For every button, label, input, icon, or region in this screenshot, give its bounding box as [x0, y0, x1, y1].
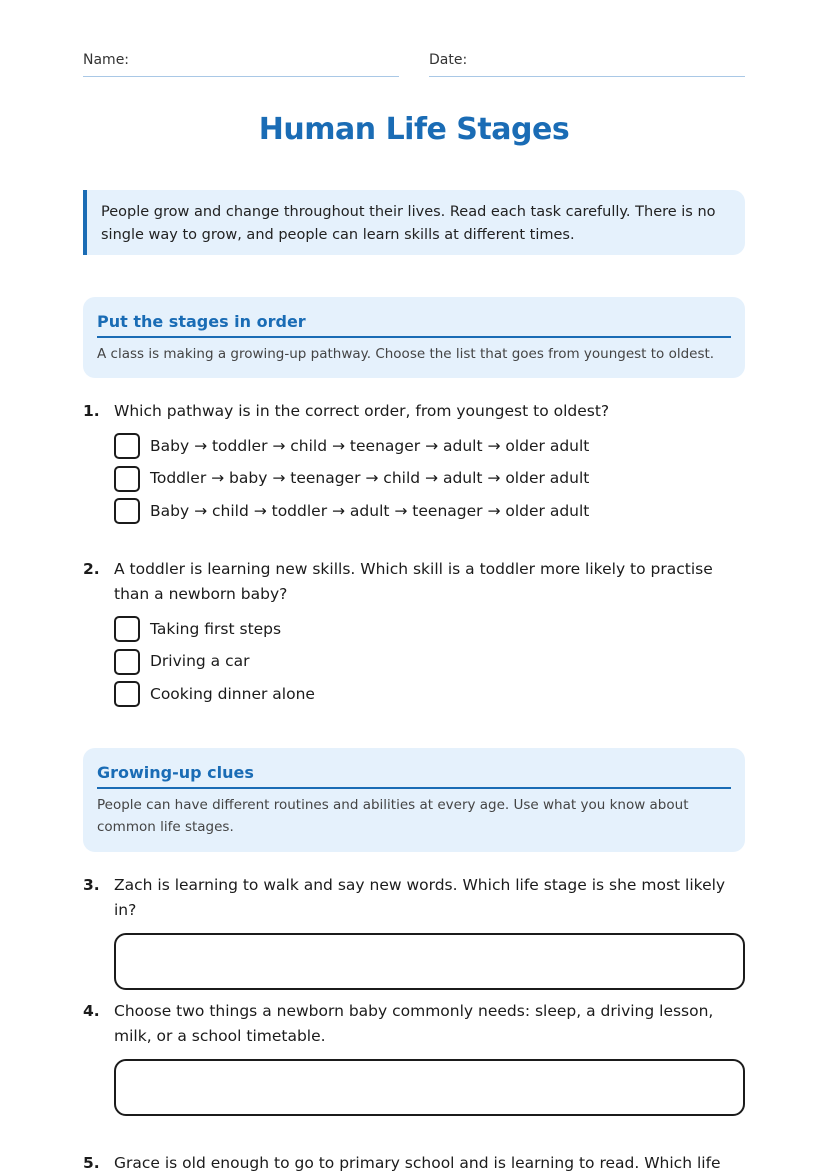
option-label: Driving a car	[150, 652, 250, 671]
option[interactable]	[114, 495, 745, 528]
date-label: Date:	[429, 52, 468, 68]
intro-box: People grow and change throughout their lives. Read each task carefully. There is no single way to grow, and people can learn skills at different times.	[83, 190, 745, 255]
section-heading: Growing-up clues	[97, 763, 731, 789]
option[interactable]	[114, 646, 745, 679]
question-text: A toddler is learning new skills. Which skill is a toddler more likely to practise than a newborn baby?	[114, 560, 713, 603]
option-label: Cooking dinner alone	[150, 684, 315, 703]
question-number: 5.	[83, 1154, 100, 1171]
name-date-row	[83, 52, 745, 78]
options-list	[114, 430, 745, 528]
question-text: Grace is old enough to go to primary school and is learning to read. Which life	[114, 1154, 721, 1171]
question-text: Which pathway is in the correct order, from youngest to oldest?	[114, 402, 610, 420]
option-label: Baby → toddler → child → teenager → adult → older adult	[150, 436, 590, 455]
options-list	[114, 613, 745, 711]
name-label: Name:	[83, 52, 130, 68]
question-number: 1.	[83, 402, 100, 420]
section-text: A class is making a growing-up pathway. Choose the list that goes from youngest to oldest.	[97, 346, 715, 362]
date-field[interactable]	[429, 52, 745, 77]
checkbox[interactable]	[114, 681, 140, 707]
question-1	[83, 399, 745, 528]
answer-box[interactable]	[114, 1059, 745, 1116]
option[interactable]	[114, 613, 745, 646]
option-label: Toddler → baby → teenager → child → adult → older adult	[150, 469, 590, 488]
checkbox[interactable]	[114, 498, 140, 524]
question-4	[83, 999, 745, 1116]
question-text: Choose two things a newborn baby commonly needs: sleep, a driving lesson, milk, or a school timetable.	[114, 1002, 714, 1045]
section-heading: Put the stages in order	[97, 312, 731, 338]
answer-box[interactable]	[114, 933, 745, 990]
question-2	[83, 557, 745, 711]
option[interactable]	[114, 678, 745, 711]
question-text: Zach is learning to walk and say new words. Which life stage is she most likely in?	[114, 876, 726, 919]
option[interactable]	[114, 463, 745, 496]
section-growing-up-clues	[83, 748, 745, 852]
question-3	[83, 873, 745, 990]
section-stages-order	[83, 297, 745, 378]
option-label: Taking first steps	[150, 619, 282, 638]
checkbox[interactable]	[114, 466, 140, 492]
checkbox[interactable]	[114, 433, 140, 459]
checkbox[interactable]	[114, 616, 140, 642]
section-text: People can have different routines and abilities at every age. Use what you know about common life stages.	[97, 797, 689, 835]
checkbox[interactable]	[114, 649, 140, 675]
option[interactable]	[114, 430, 745, 463]
question-number: 4.	[83, 1002, 100, 1020]
page-title: Human Life Stages	[258, 112, 570, 147]
question-5	[83, 1151, 745, 1171]
option-label: Baby → child → toddler → adult → teenager → older adult	[150, 501, 590, 520]
question-number: 2.	[83, 560, 100, 578]
name-field[interactable]	[83, 52, 399, 77]
question-number: 3.	[83, 876, 100, 894]
